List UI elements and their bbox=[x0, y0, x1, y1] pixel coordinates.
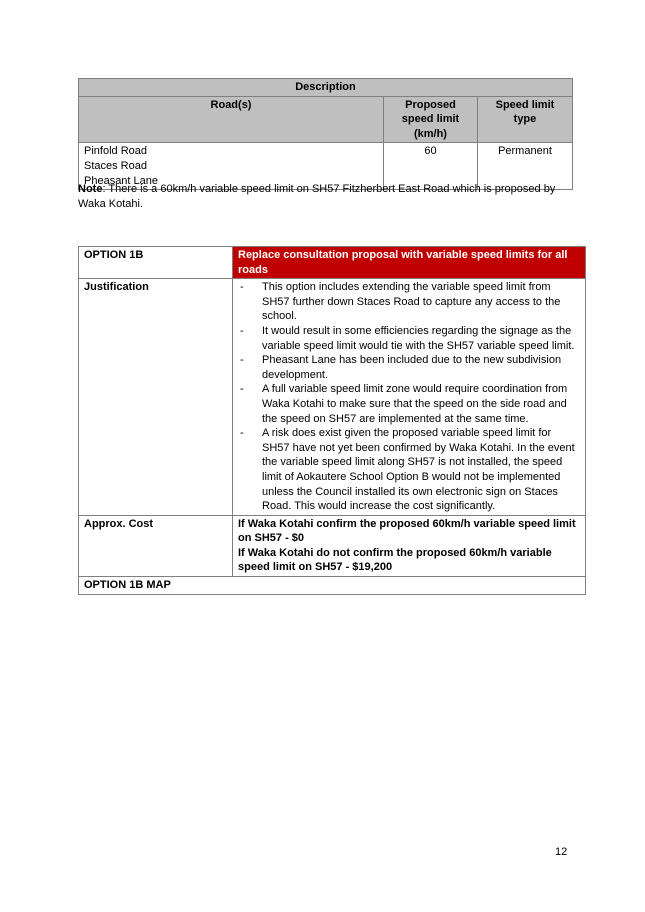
note-paragraph bbox=[78, 182, 578, 212]
list-item: - A full variable speed limit zone would require coordination from Waka Kotahi to make sure that the speed on the side road and the speed on SH57 are implemented at the same time. bbox=[240, 383, 568, 425]
justification-cell bbox=[233, 279, 586, 516]
roads-column-header: Road(s) bbox=[79, 96, 384, 143]
road-name: Staces Road bbox=[84, 159, 147, 172]
road-name: Pheasant Lane bbox=[84, 174, 159, 187]
page-number: 12 bbox=[555, 846, 568, 858]
description-header: Description bbox=[79, 79, 573, 97]
option-map-label: OPTION 1B MAP bbox=[79, 577, 586, 595]
option-table bbox=[78, 246, 586, 595]
cost-line: If Waka Kotahi confirm the proposed 60km/h variable speed limit on SH57 - $0 bbox=[238, 517, 576, 545]
list-item: - A risk does exist given the proposed variable speed limit for SH57 have not yet been confirmed by Waka Kotahi. In the event the variable speed limit along SH57 is not installed, the speed limit of Aokautere School Option B would not be implemented unless the Council installed its own electronic sign on Staces Road. This would increase the cost significantly. bbox=[240, 427, 575, 513]
list-item: - It would result in some efficiencies regarding the signage as the variable speed limit would tie with the SH57 variable speed limit. bbox=[240, 324, 575, 352]
cost-line: If Waka Kotahi do not confirm the proposed 60km/h variable speed limit on SH57 - $19,200 bbox=[238, 546, 552, 574]
note-text: : There is a 60km/h variable speed limit on SH57 Fitzherbert East Road which is proposed by Waka Kotahi. bbox=[78, 183, 556, 210]
speed-limit-type-column-header: Speed limit type bbox=[477, 96, 572, 143]
cost-label: Approx. Cost bbox=[79, 515, 233, 576]
justification-list bbox=[238, 280, 580, 514]
justification-label: Justification bbox=[79, 279, 233, 516]
option-title: Replace consultation proposal with variable speed limits for all roads bbox=[233, 247, 586, 279]
note-label: Note bbox=[78, 183, 103, 195]
description-table bbox=[78, 78, 573, 190]
speed-limit-type-cell: Permanent bbox=[477, 143, 572, 190]
list-item: - This option includes extending the variable speed limit from SH57 further down Staces Road to capture any access to the school. bbox=[240, 281, 561, 323]
road-name: Pinfold Road bbox=[84, 145, 147, 158]
cost-cell bbox=[233, 515, 586, 576]
proposed-speed-limit-column-header: Proposed speed limit (km/h) bbox=[384, 96, 478, 143]
proposed-speed-limit-cell: 60 bbox=[384, 143, 478, 190]
list-item: - Pheasant Lane has been included due to the new subdivision development. bbox=[240, 354, 562, 381]
option-label: OPTION 1B bbox=[79, 247, 233, 279]
